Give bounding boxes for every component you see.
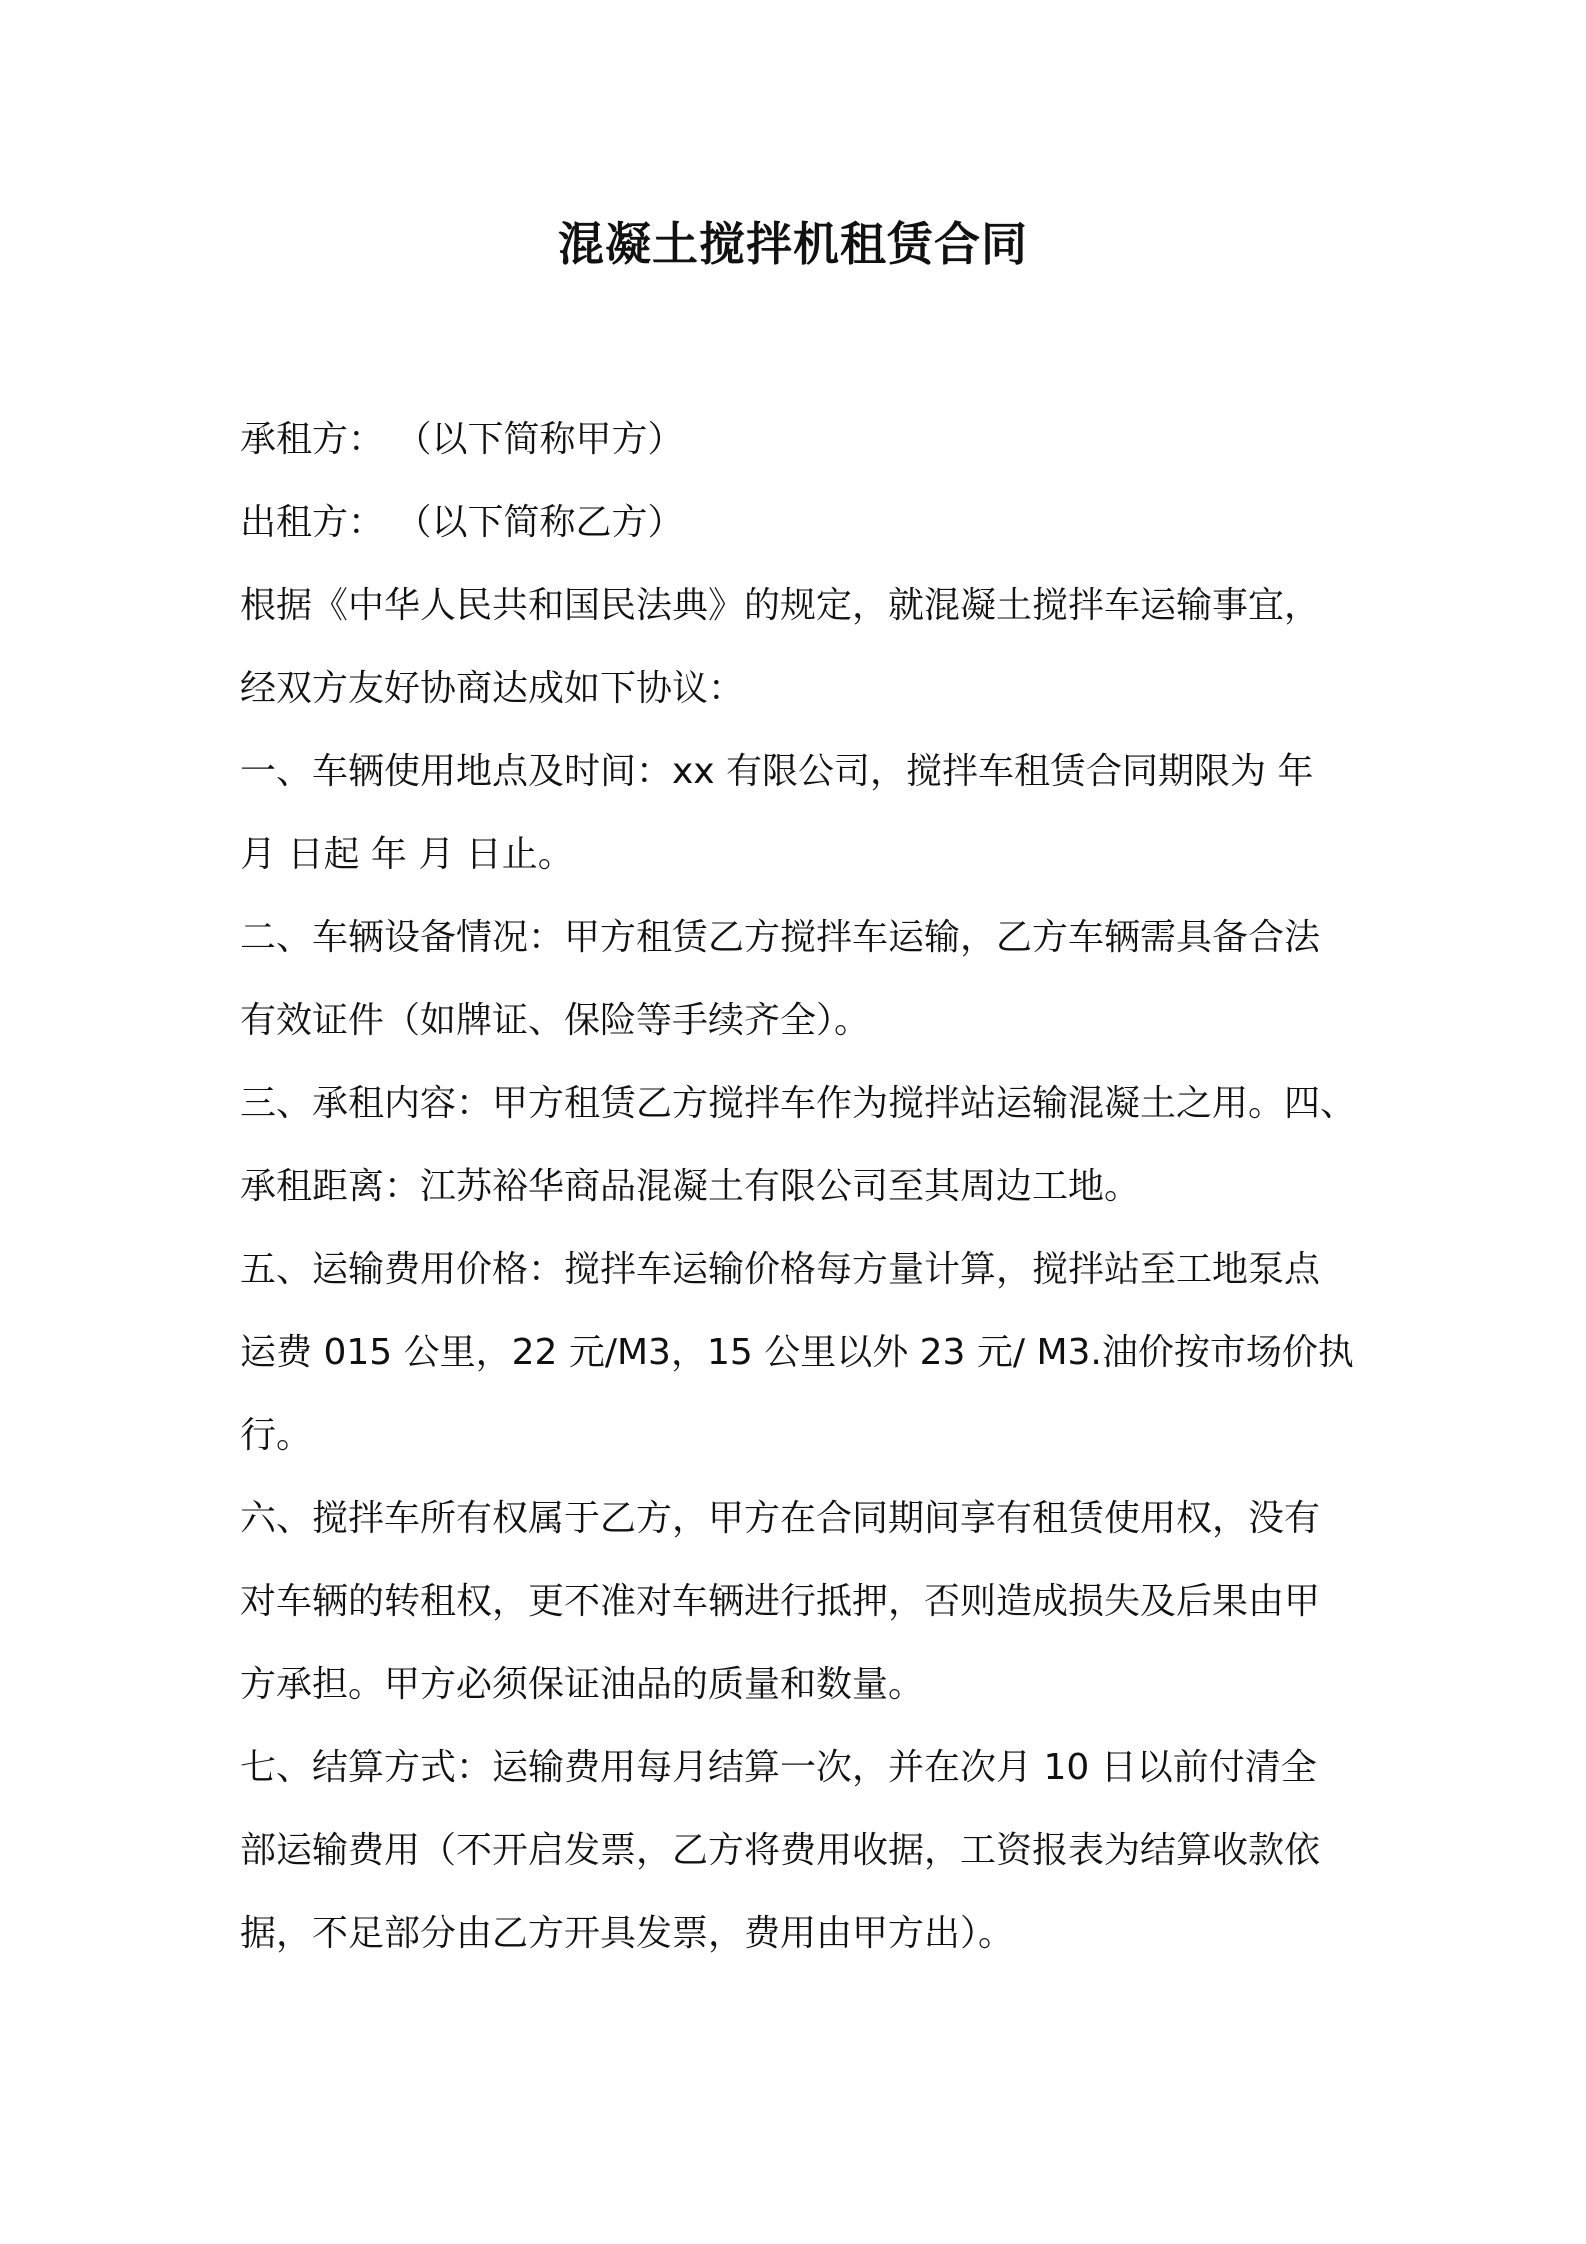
clause-5-line-2: 运费 015 公里，22 元/M3，15 公里以外 23 元/ M3.油价按市场价执	[240, 1332, 1354, 1373]
lessor-line: 出租方： （以下简称乙方）	[240, 502, 684, 543]
clause-6-line-2: 对车辆的转租权，更不准对车辆进行抵押，否则造成损失及后果由甲	[240, 1581, 1321, 1622]
lessee-line: 承租方： （以下简称甲方）	[240, 419, 684, 460]
clause-7-line-3: 据，不足部分由乙方开具发票，费用由甲方出）。	[240, 1913, 1015, 1954]
preamble-line-2: 经双方友好协商达成如下协议：	[240, 668, 745, 709]
clause-1-line-2: 月 日起 年 月 日止。	[240, 834, 574, 875]
clause-6-line-3: 方承担。甲方必须保证油品的质量和数量。	[240, 1664, 925, 1705]
clause-1-line-1: 一、车辆使用地点及时间：xx 有限公司，搅拌车租赁合同期限为 年	[240, 751, 1314, 792]
preamble-line-1: 根据《中华人民共和国民法典》的规定，就混凝土搅拌车运输事宜，	[240, 585, 1321, 626]
clause-7-line-2: 部运输费用（不开启发票，乙方将费用收据，工资报表为结算收款依	[240, 1830, 1321, 1871]
clause-2-line-2: 有效证件（如牌证、保险等手续齐全）。	[240, 1000, 871, 1041]
clause-2-line-1: 二、车辆设备情况：甲方租赁乙方搅拌车运输，乙方车辆需具备合法	[240, 917, 1321, 958]
clause-6-line-1: 六、搅拌车所有权属于乙方，甲方在合同期间享有租赁使用权，没有	[240, 1498, 1321, 1539]
clause-5-line-1: 五、运输费用价格：搅拌车运输价格每方量计算，搅拌站至工地泵点	[240, 1249, 1321, 1290]
clause-7-line-1: 七、结算方式：运输费用每月结算一次，并在次月 10 日以前付清全	[240, 1747, 1317, 1788]
clause-3-line-1: 三、承租内容：甲方租赁乙方搅拌车作为搅拌站运输混凝土之用。四、	[240, 1083, 1357, 1124]
clause-5-line-3: 行。	[240, 1415, 313, 1456]
clause-4-line-1: 承租距离：江苏裕华商品混凝土有限公司至其周边工地。	[240, 1166, 1141, 1207]
document-title: 混凝土搅拌机租赁合同	[558, 217, 1028, 271]
